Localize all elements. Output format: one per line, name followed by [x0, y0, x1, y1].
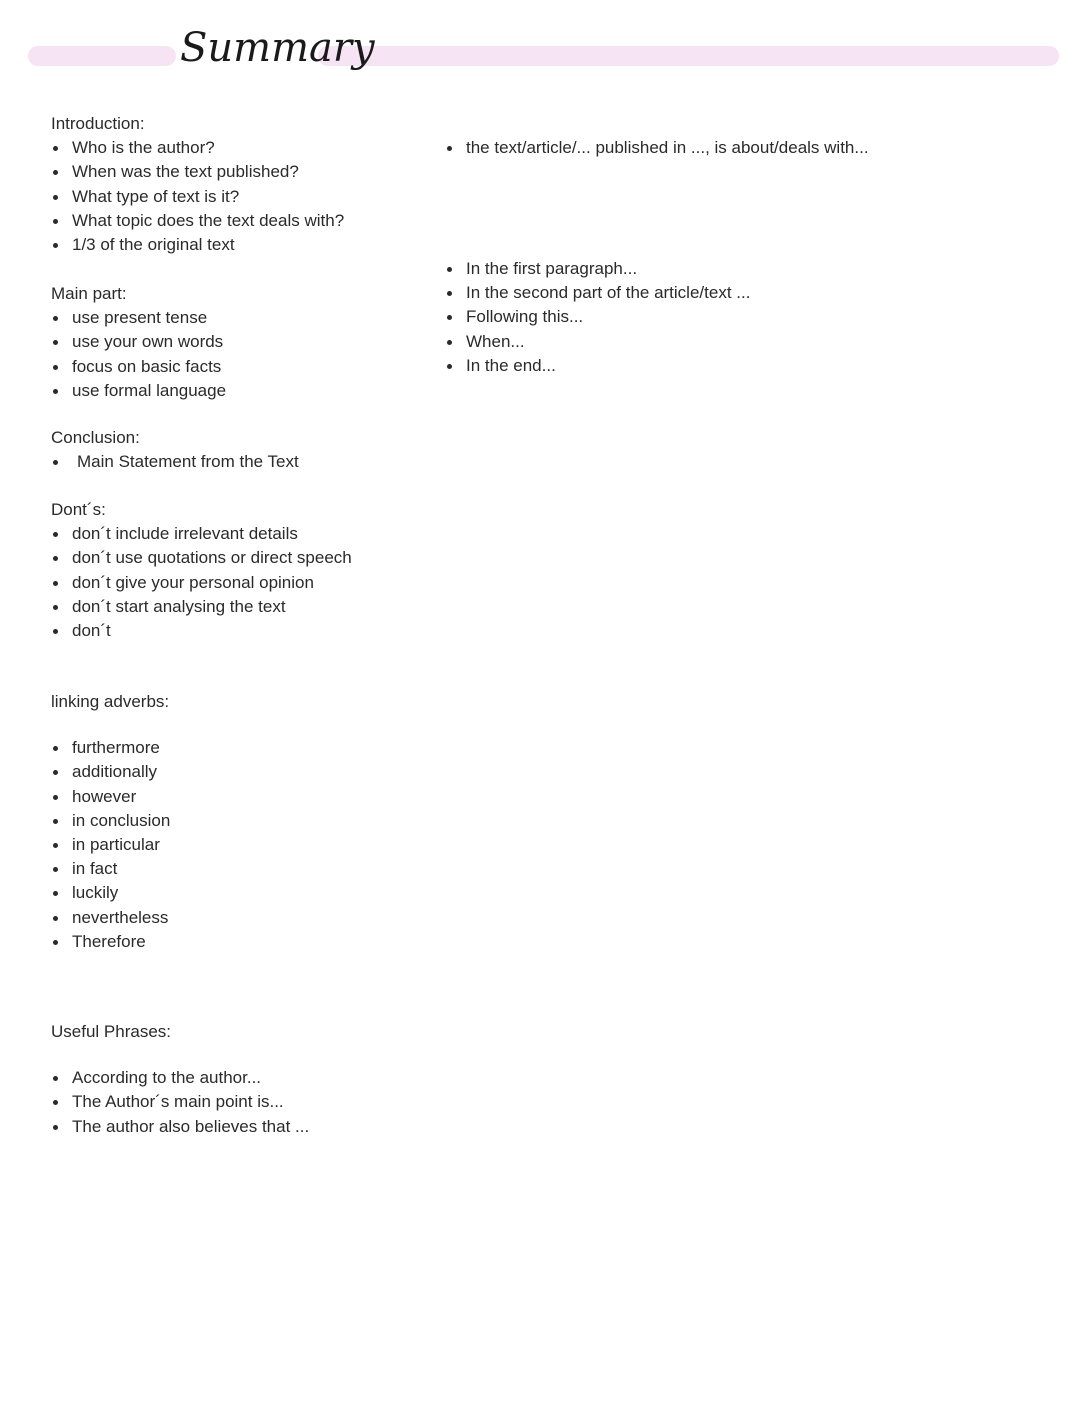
linking-adverbs-heading: linking adverbs:: [51, 692, 170, 711]
conclusion-list: [51, 450, 299, 474]
linking-adverbs-list: [51, 736, 170, 954]
introduction-list: [51, 136, 344, 257]
main-phrases-list: [445, 257, 750, 378]
list-item: Main Statement from the Text: [51, 450, 299, 474]
list-item: the text/article/... published in ..., is about/deals with...: [445, 136, 869, 160]
main-part-heading: Main part:: [51, 284, 127, 303]
list-item: don´t: [51, 619, 352, 643]
list-item: Therefore: [51, 930, 170, 954]
list-item: in fact: [51, 857, 170, 881]
list-item: focus on basic facts: [51, 355, 226, 379]
useful-phrases-list: [51, 1066, 309, 1139]
list-item: additionally: [51, 760, 170, 784]
list-item: In the first paragraph...: [445, 257, 750, 281]
list-item: in conclusion: [51, 809, 170, 833]
list-item: Following this...: [445, 305, 750, 329]
intro-phrase-section: [445, 136, 869, 160]
list-item: 1/3 of the original text: [51, 233, 344, 257]
list-item: In the end...: [445, 354, 750, 378]
list-item: luckily: [51, 881, 170, 905]
list-item: According to the author...: [51, 1066, 309, 1090]
introduction-section: [51, 112, 344, 257]
list-item: furthermore: [51, 736, 170, 760]
main-phrases-section: [445, 257, 750, 378]
intro-phrase-list: [445, 136, 869, 160]
page-title: Summary: [180, 25, 375, 71]
title-banner-left: [28, 46, 176, 66]
conclusion-section: [51, 426, 299, 474]
main-part-section: [51, 282, 226, 403]
list-item: don´t give your personal opinion: [51, 571, 352, 595]
list-item: don´t include irrelevant details: [51, 522, 352, 546]
useful-phrases-section: [51, 1020, 309, 1139]
title-banner-right: [318, 46, 1059, 66]
list-item: What topic does the text deals with?: [51, 209, 344, 233]
linking-adverbs-section: [51, 690, 170, 954]
list-item: When was the text published?: [51, 160, 344, 184]
list-item: When...: [445, 330, 750, 354]
list-item: What type of text is it?: [51, 185, 344, 209]
list-item: In the second part of the article/text ...: [445, 281, 750, 305]
list-item: use formal language: [51, 379, 226, 403]
introduction-heading: Introduction:: [51, 114, 145, 133]
list-item: The Author´s main point is...: [51, 1090, 309, 1114]
list-item: in particular: [51, 833, 170, 857]
list-item: nevertheless: [51, 906, 170, 930]
list-item: The author also believes that ...: [51, 1115, 309, 1139]
main-part-list: [51, 306, 226, 403]
donts-list: [51, 522, 352, 643]
list-item: use your own words: [51, 330, 226, 354]
donts-heading: Dont´s:: [51, 500, 106, 519]
conclusion-heading: Conclusion:: [51, 428, 140, 447]
list-item: don´t start analysing the text: [51, 595, 352, 619]
list-item: don´t use quotations or direct speech: [51, 546, 352, 570]
list-item: use present tense: [51, 306, 226, 330]
useful-phrases-heading: Useful Phrases:: [51, 1022, 171, 1041]
list-item: Who is the author?: [51, 136, 344, 160]
list-item: however: [51, 785, 170, 809]
donts-section: [51, 498, 352, 643]
